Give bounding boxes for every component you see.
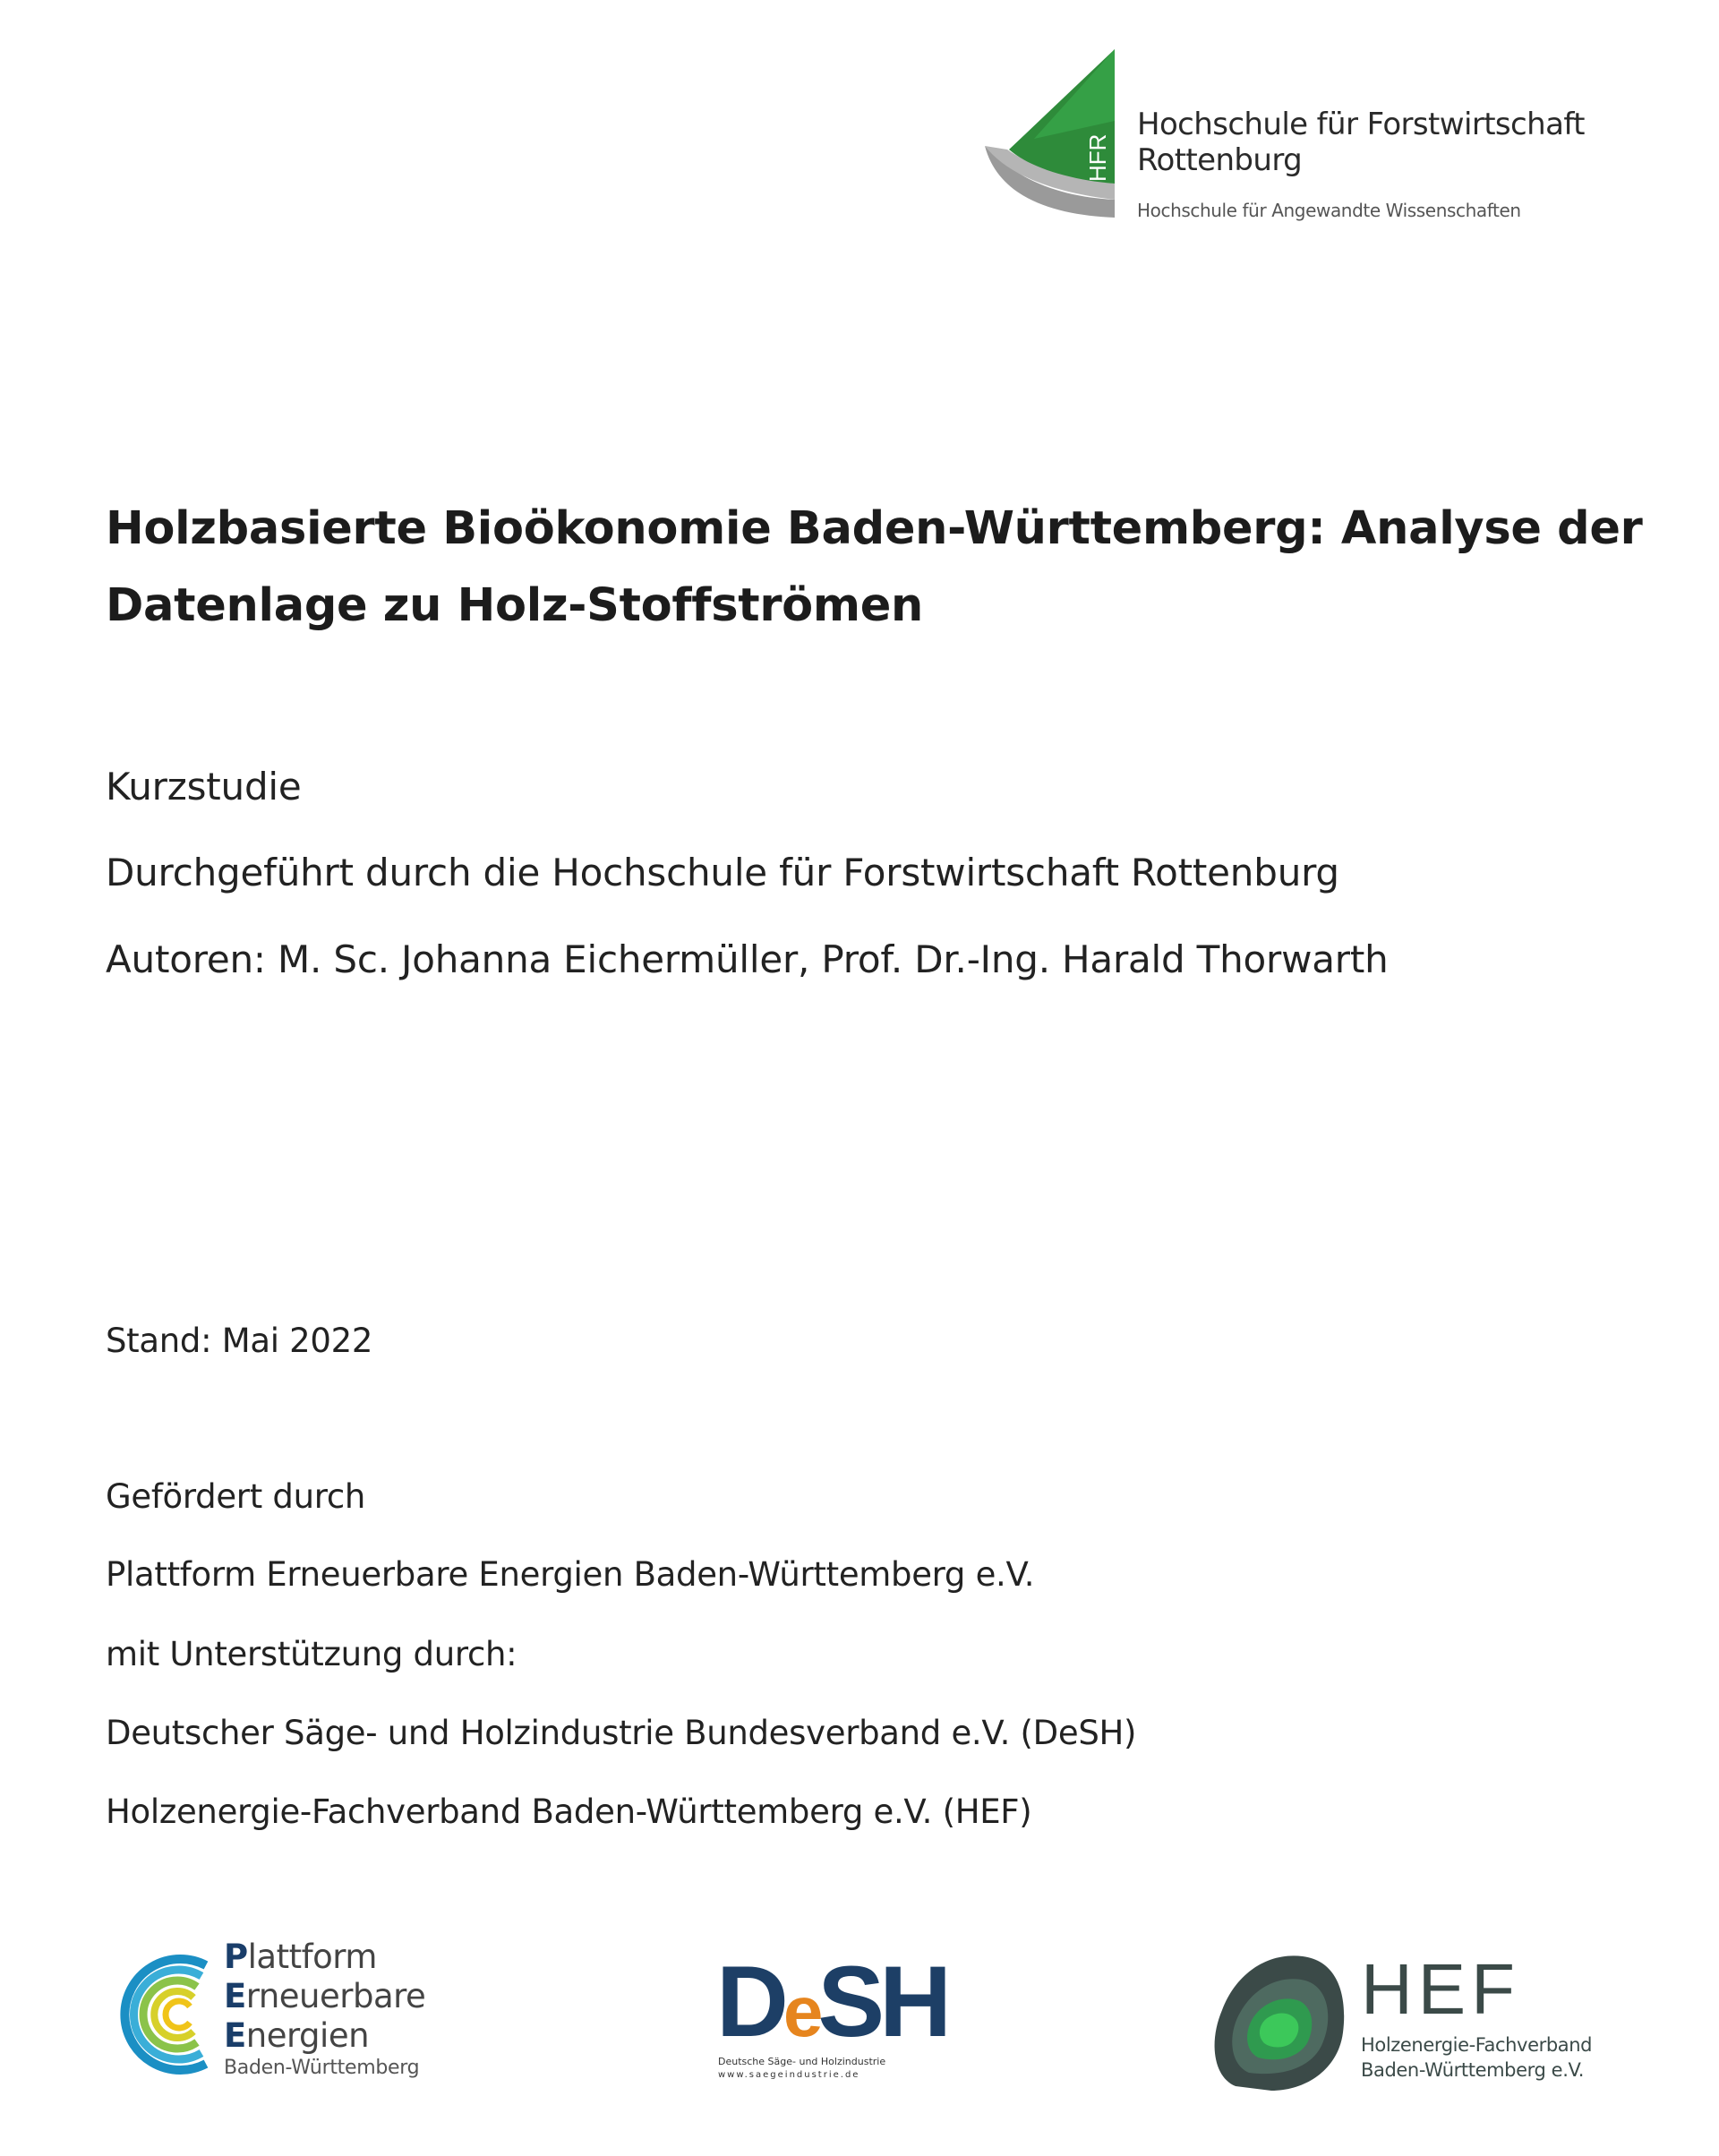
hfr-subtitle: Hochschule für Angewandte Wissenschaften (1137, 200, 1521, 221)
pee-line1: Plattform (224, 1938, 377, 1976)
hef-flame-icon (1209, 1943, 1352, 2095)
funded-by-label: Gefördert durch (106, 1477, 366, 1516)
study-type: Kurzstudie (106, 765, 302, 808)
funder-name: Plattform Erneuerbare Energien Baden-Württemberg e.V. (106, 1555, 1035, 1594)
pee-line2: Erneuerbare (224, 1977, 426, 2015)
authors: Autoren: M. Sc. Johanna Eichermüller, Prof. Dr.-Ing. Harald Thorwarth (106, 937, 1389, 981)
pee-logo (107, 1938, 448, 2091)
document-title: Holzbasierte Bioökonomie Baden-Württemberg: Analyse der Datenlage zu Holz-Stoffströmen (106, 502, 1643, 632)
hef-wordmark: HEF (1361, 1949, 1520, 2029)
supporter-hef: Holzenergie-Fachverband Baden-Württemberg e.V. (HEF) (106, 1792, 1032, 1831)
pee-swirl-icon (107, 1938, 224, 2091)
desh-wordmark: DeSH (716, 1946, 946, 2058)
supporter-desh: Deutscher Säge- und Holzindustrie Bundesverband e.V. (DeSH) (106, 1714, 1137, 1752)
hef-sub2: Baden-Württemberg e.V. (1361, 2059, 1585, 2081)
hfr-logo (980, 49, 1585, 228)
hfr-name-line2: Rottenburg (1137, 142, 1303, 178)
pee-line3: Energien (224, 2016, 370, 2055)
desh-sub: Deutsche Säge- und Holzindustrie (718, 2056, 886, 2067)
date-stand: Stand: Mai 2022 (106, 1322, 373, 1360)
hfr-name-line1: Hochschule für Forstwirtschaft (1137, 107, 1585, 142)
hfr-emblem-icon (980, 49, 1133, 219)
conducted-by: Durchgeführt durch die Hochschule für Forstwirtschaft Rottenburg (106, 851, 1339, 894)
support-label: mit Unterstützung durch: (106, 1635, 517, 1673)
hef-sub1: Holzenergie-Fachverband (1361, 2034, 1593, 2056)
desh-url: www.saegeindustrie.de (718, 2070, 860, 2080)
hef-logo (1209, 1943, 1612, 2095)
pee-sub: Baden-Württemberg (224, 2057, 420, 2079)
desh-logo (716, 1946, 946, 2084)
hfr-abbr: HFR (1084, 133, 1111, 182)
